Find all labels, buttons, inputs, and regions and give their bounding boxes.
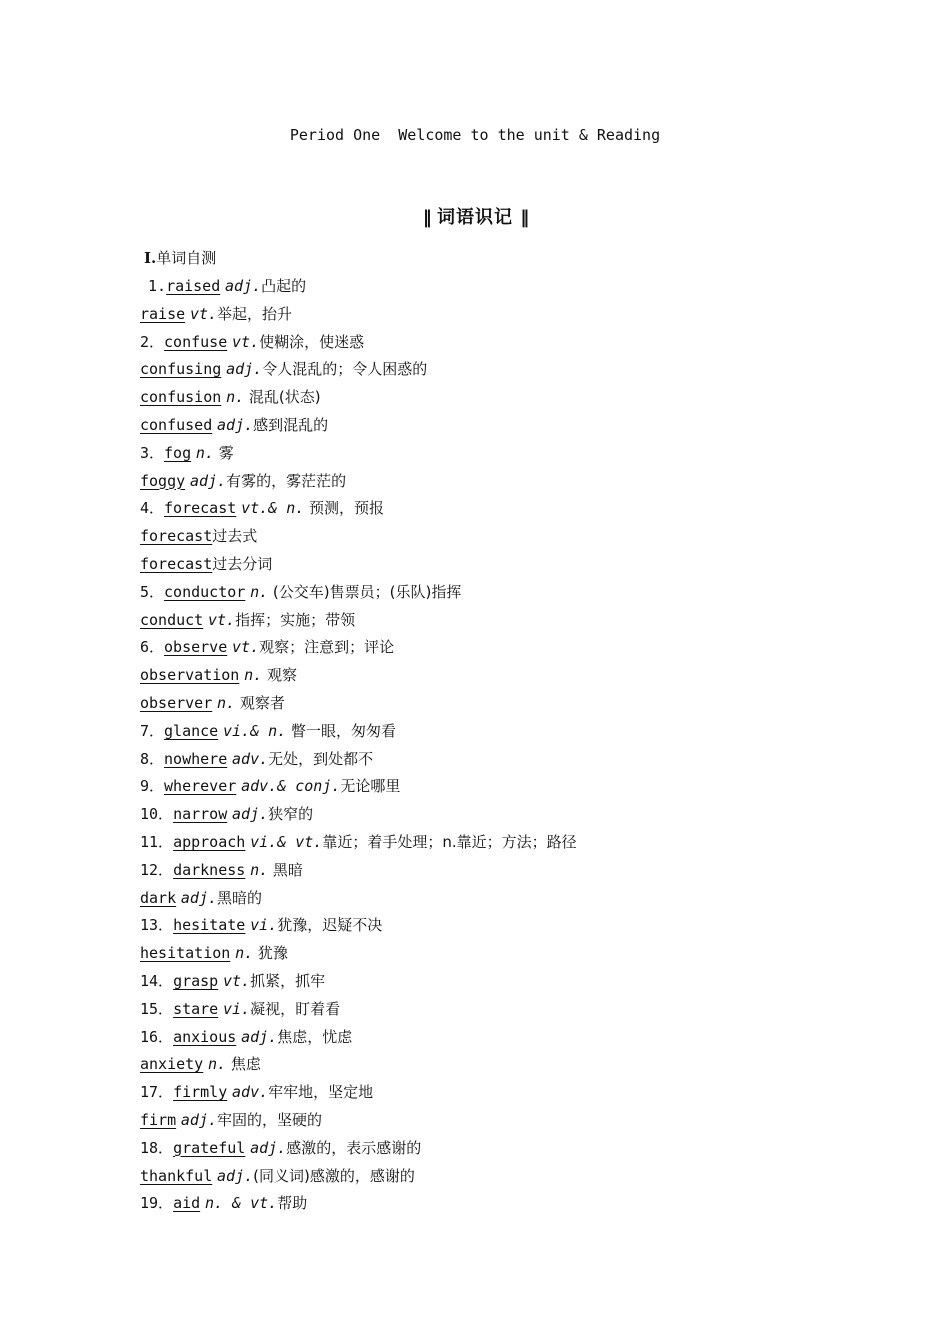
vocab-entry — [140, 690, 840, 718]
vocab-entry — [140, 1051, 840, 1079]
vocab-entry — [140, 773, 840, 801]
vocab-entry — [140, 940, 840, 968]
entry-word: confused — [140, 415, 213, 434]
entry-word: glance — [164, 721, 219, 740]
entry-part-of-speech: vt. — [232, 332, 260, 351]
entry-part-of-speech: adj. — [250, 1138, 287, 1157]
entry-meaning: 感激的，表示感谢的 — [286, 1138, 422, 1157]
entry-number: 2． — [140, 332, 165, 351]
entry-part-of-speech: adj. — [217, 415, 254, 434]
entry-part-of-speech: n. — [217, 693, 236, 712]
entry-word: firmly — [173, 1083, 228, 1102]
vocab-entry — [140, 523, 840, 551]
section-bar-left: ‖ — [422, 207, 430, 228]
entry-word: wherever — [164, 777, 237, 796]
entry-number: 5． — [140, 582, 165, 601]
entry-meaning: 有雾的，雾茫茫的 — [226, 471, 347, 490]
entry-word: grasp — [173, 971, 219, 990]
entry-word: nowhere — [164, 749, 228, 768]
vocab-entry — [140, 1163, 840, 1191]
entry-part-of-speech: vt.& — [241, 499, 287, 518]
entry-part-of-speech: vi. — [223, 999, 251, 1018]
vocab-entry — [140, 968, 840, 996]
entry-part-of-speech: adj. — [189, 471, 227, 490]
entry-part-of-speech: n. — [250, 860, 269, 879]
entry-meaning: 瞥一眼，匆匆看 — [286, 721, 396, 740]
entry-part-of-speech: adj. — [226, 360, 263, 379]
entry-meaning: (公交车)售票员；(乐队)指挥 — [268, 582, 462, 601]
entry-meaning: 观察者 — [235, 693, 285, 712]
vocab-entry — [140, 440, 840, 468]
section-bar-right: ‖ — [520, 207, 528, 228]
entry-word: firm — [140, 1110, 177, 1129]
entry-meaning: (同义词)感激的，感谢的 — [253, 1166, 415, 1185]
entry-part-of-speech-2: vt. — [250, 1194, 278, 1213]
entry-number: 12． — [140, 860, 174, 879]
entry-word: anxious — [173, 1027, 237, 1046]
entry-part-of-speech-2: n. — [268, 721, 287, 740]
vocab-entry — [140, 718, 840, 746]
vocab-entry — [140, 1135, 840, 1163]
entry-meaning: 无论哪里 — [340, 777, 401, 796]
entry-number: 13． — [140, 916, 174, 935]
entry-number: 9． — [140, 777, 165, 796]
entry-number: 11． — [140, 832, 174, 851]
entry-meaning: 凸起的 — [261, 277, 307, 295]
entry-number: 3． — [140, 443, 165, 462]
entry-meaning: 无处，到处都不 — [268, 749, 374, 768]
vocab-entry — [140, 662, 840, 690]
vocabulary-list — [140, 273, 840, 1218]
entry-meaning: 指挥；实施；带领 — [235, 610, 356, 629]
entry-number: 17． — [140, 1083, 174, 1102]
entry-part-of-speech: n. — [226, 388, 245, 407]
vocab-entry — [140, 607, 840, 635]
entry-word: conductor — [164, 582, 246, 601]
entry-number: 6． — [140, 638, 165, 657]
entry-meaning: 抓紧，抓牢 — [250, 971, 326, 990]
entry-part-of-speech: adj. — [225, 277, 262, 295]
entry-part-of-speech: n. — [195, 443, 214, 462]
entry-meaning: 牢牢地，坚定地 — [268, 1083, 374, 1102]
vocab-entry — [140, 301, 840, 329]
entry-part-of-speech-2: conj. — [295, 777, 341, 796]
entry-meaning: 犹豫，迟疑不决 — [277, 916, 383, 935]
page-title: Period One Welcome to the unit & Reading — [289, 126, 661, 144]
entry-word: raise — [140, 304, 186, 323]
entry-meaning: 感到混乱的 — [253, 415, 329, 434]
vocab-entry — [140, 801, 840, 829]
entry-part-of-speech: vi. — [250, 916, 278, 935]
entry-word: dark — [140, 888, 177, 907]
entry-word: hesitation — [140, 944, 231, 963]
vocab-entry — [140, 912, 840, 940]
entry-part-of-speech: adv. — [232, 1083, 269, 1102]
entry-meaning: 使糊涂，使迷惑 — [259, 332, 365, 351]
entry-part-of-speech: n. — [208, 1055, 227, 1074]
entry-meaning: 举起，抬升 — [217, 304, 293, 323]
entry-meaning: 黑暗 — [268, 860, 303, 879]
entry-meaning: 犹豫 — [253, 944, 288, 963]
entry-word: confusion — [140, 388, 222, 407]
section-title: 词语识记 — [437, 207, 513, 228]
entry-part-of-speech: vt. — [232, 638, 260, 657]
subsection-numeral: Ⅰ. — [144, 249, 157, 267]
entry-part-of-speech: adj. — [232, 805, 269, 824]
entry-part-of-speech: n. — [250, 582, 269, 601]
entry-number: 7． — [140, 721, 165, 740]
entry-number: 4． — [140, 499, 165, 518]
entry-word: darkness — [173, 860, 246, 879]
vocab-entry — [140, 1190, 840, 1218]
entry-word: narrow — [173, 805, 228, 824]
entry-word: thankful — [140, 1166, 213, 1185]
entry-word: observer — [140, 693, 213, 712]
entry-part-of-speech-2: vt. — [295, 832, 323, 851]
entry-number: 10． — [140, 805, 174, 824]
entry-part-of-speech: n. — [235, 944, 254, 963]
entry-word: approach — [173, 832, 246, 851]
entry-word: confuse — [164, 332, 228, 351]
vocab-entry — [140, 356, 840, 384]
entry-part-of-speech: n. — [244, 666, 263, 685]
entry-number: 19． — [140, 1194, 174, 1213]
entry-part-of-speech: vt. — [189, 304, 218, 323]
entry-word: forecast — [164, 499, 237, 518]
entry-meaning: 混乱(状态) — [244, 388, 321, 407]
section-header — [0, 203, 950, 229]
entry-part-of-speech: adj. — [180, 1110, 218, 1129]
vocab-entry — [140, 1079, 840, 1107]
entry-part-of-speech: adv. — [232, 749, 269, 768]
entry-number: 8． — [140, 749, 165, 768]
entry-part-of-speech: vi.& — [250, 832, 296, 851]
entry-word: fog — [164, 443, 192, 462]
entry-meaning: 观察；注意到；评论 — [259, 638, 395, 657]
entry-meaning: 帮助 — [277, 1194, 308, 1213]
entry-number: 1. — [148, 277, 167, 295]
vocab-entry — [140, 1024, 840, 1052]
subsection-label: 单词自测 — [156, 249, 217, 267]
vocab-entry — [140, 495, 840, 523]
entry-part-of-speech-2: n. — [286, 499, 305, 518]
entry-part-of-speech: n. & — [204, 1194, 251, 1213]
entry-part-of-speech: vi.& — [223, 721, 269, 740]
vocab-entry — [140, 885, 840, 913]
entry-meaning: 狭窄的 — [268, 805, 314, 824]
entry-part-of-speech: adj. — [180, 888, 218, 907]
entry-word: raised — [166, 277, 221, 295]
vocab-entry — [140, 1107, 840, 1135]
entry-word: grateful — [173, 1138, 246, 1157]
subsection-heading — [144, 247, 216, 268]
entry-part-of-speech: adj. — [241, 1027, 278, 1046]
entry-word: forecast — [140, 527, 213, 546]
entry-part-of-speech: vt. — [208, 610, 236, 629]
entry-number: 16． — [140, 1027, 174, 1046]
entry-part-of-speech: vt. — [223, 971, 251, 990]
entry-number: 14． — [140, 971, 174, 990]
vocab-entry — [140, 579, 840, 607]
entry-meaning: 过去分词 — [212, 554, 273, 573]
entry-meaning: 焦虑 — [226, 1055, 261, 1074]
entry-meaning: 黑暗的 — [217, 888, 263, 907]
entry-meaning: 雾 — [213, 443, 234, 462]
entry-word: foggy — [140, 471, 186, 490]
entry-word: observation — [140, 666, 240, 685]
entry-meaning: 过去式 — [212, 527, 258, 546]
entry-word: stare — [173, 999, 219, 1018]
vocab-entry — [140, 384, 840, 412]
entry-meaning: 凝视，盯着看 — [250, 999, 341, 1018]
entry-word: hesitate — [173, 916, 246, 935]
vocab-entry — [140, 329, 840, 357]
vocab-entry — [140, 829, 840, 857]
entry-word: confusing — [140, 360, 222, 379]
entry-part-of-speech: adj. — [217, 1166, 254, 1185]
entry-word: anxiety — [140, 1055, 204, 1074]
vocab-entry — [140, 468, 840, 496]
vocab-entry — [140, 634, 840, 662]
entry-meaning: 预测，预报 — [304, 499, 385, 518]
vocab-entry — [140, 857, 840, 885]
entry-number: 15． — [140, 999, 174, 1018]
vocab-entry — [140, 996, 840, 1024]
vocab-entry — [140, 551, 840, 579]
vocab-entry — [140, 746, 840, 774]
entry-part-of-speech: adv.& — [241, 777, 296, 796]
entry-meaning: 观察 — [262, 666, 297, 685]
entry-meaning: 靠近；着手处理；n.靠近；方法；路径 — [322, 832, 577, 851]
entry-number: 18． — [140, 1138, 174, 1157]
entry-word: observe — [164, 638, 228, 657]
entry-word: aid — [173, 1194, 201, 1213]
vocab-entry — [140, 273, 840, 301]
entry-meaning: 令人混乱的；令人困惑的 — [262, 360, 428, 379]
entry-meaning: 牢固的，坚硬的 — [217, 1110, 323, 1129]
entry-word: forecast — [140, 554, 213, 573]
vocab-entry — [140, 412, 840, 440]
entry-word: conduct — [140, 610, 204, 629]
entry-meaning: 焦虑，忧虑 — [277, 1027, 353, 1046]
